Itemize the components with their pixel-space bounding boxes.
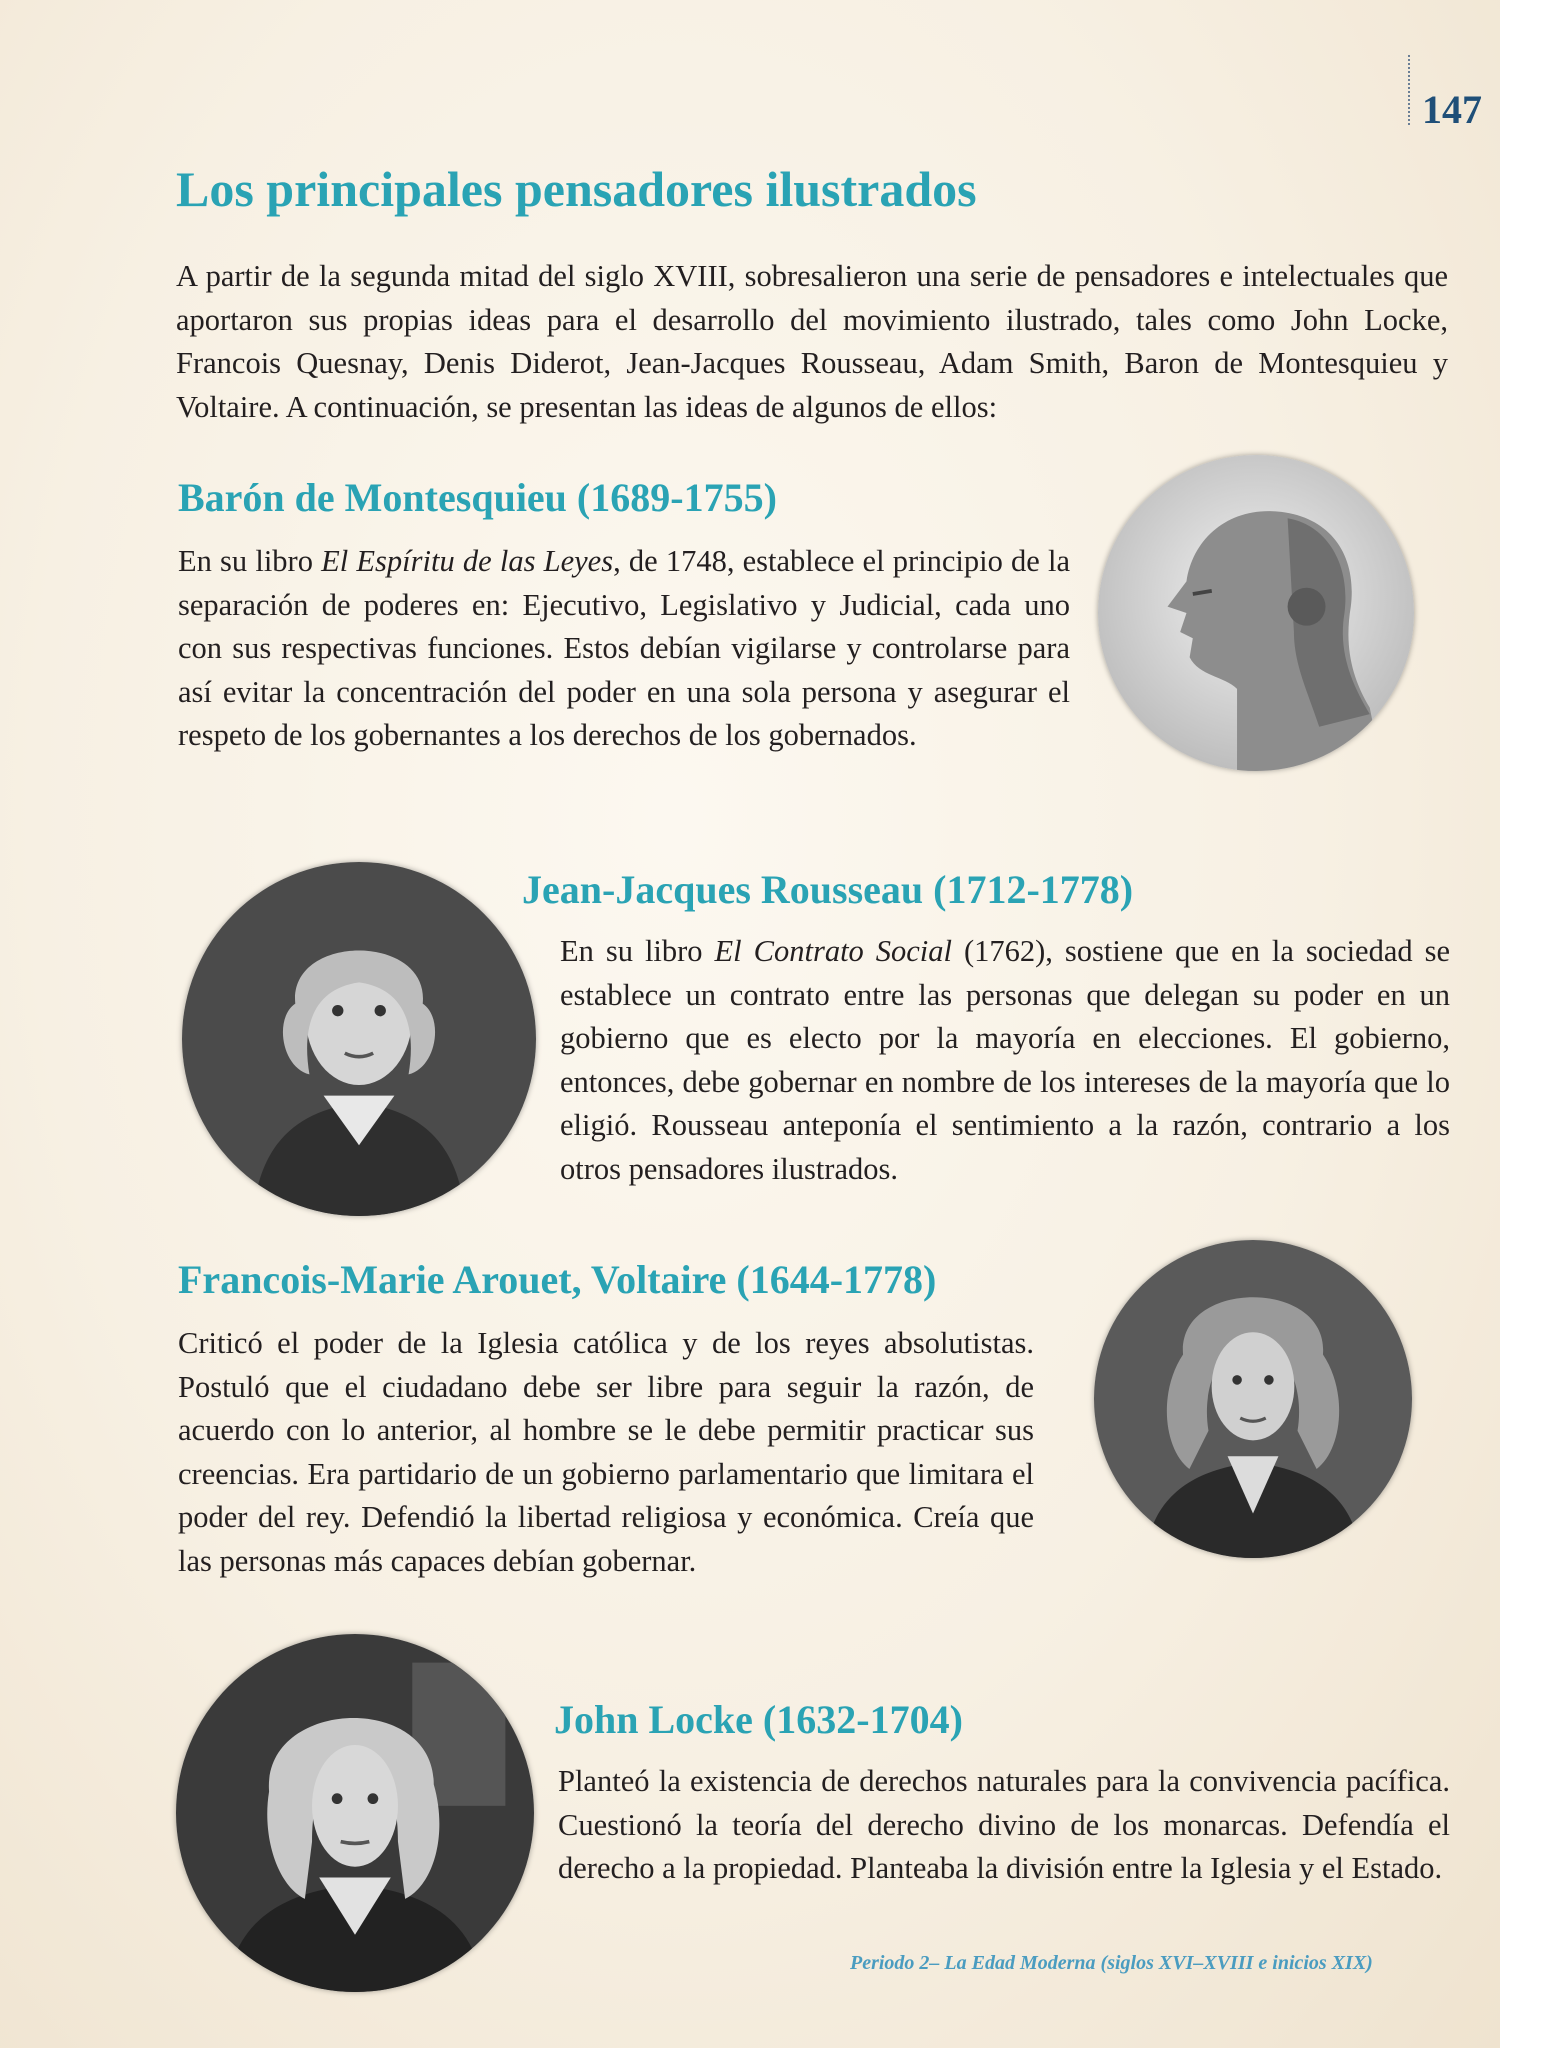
page-title: Los principales pensadores ilustrados	[176, 161, 977, 217]
page-number-divider	[1408, 55, 1410, 125]
voltaire-paragraph: Criticó el poder de la Iglesia católica y de los reyes absolutistas. Postuló que el ciudadano debe ser libre para seguir la razón, de acuerdo con lo anterior, al hombre se le debe permitir practicar sus creencias. Era partidario de un gobierno parlamentario que limitara el poder del rey. Defendió la libertad religiosa y económica. Creía que las personas más capaces debían gobernar.	[178, 1326, 1034, 1578]
rousseau-heading: Jean-Jacques Rousseau (1712-1778)	[522, 867, 1134, 912]
book-title-espiritu-leyes: El Espíritu de las Leyes	[321, 544, 614, 578]
book-title-contrato-social: El Contrato Social	[714, 934, 953, 968]
locke-portrait-icon	[176, 1634, 534, 1992]
locke-paragraph: Planteó la existencia de derechos naturales para la convivencia pacífica. Cuestionó la teoría del derecho divino de los monarcas. Defendía el derecho a la propiedad. Planteaba la división entre la Iglesia y el Estado.	[558, 1764, 1450, 1885]
page-number: 147	[1422, 87, 1482, 132]
rousseau-paragraph: En su libro El Contrato Social (1762), sostiene que en la sociedad se establece un contrato entre las personas que delegan su poder en un gobierno que es electo por la mayoría en elecciones. El gobierno, entonces, debe gobernar en nombre de los intereses de la mayoría que lo eligió. Rousseau anteponía el sentimiento a la razón, contrario a los otros pensadores ilustrados.	[560, 934, 1451, 1186]
rousseau-portrait-icon	[182, 862, 536, 1216]
intro-paragraph: A partir de la segunda mitad del siglo XVIII, sobresalieron una serie de pensadores e intelectuales que aportaron sus propias ideas para el desarrollo del movimiento ilustrado, tales como John Locke, Francois Quesnay, Denis Diderot, Jean-Jacques Rousseau, Adam Smith, Baron de Montesquieu y Voltaire. A continuación, se presentan las ideas de algunos de ellos:	[176, 259, 1448, 424]
montesquieu-heading: Barón de Montesquieu (1689-1755)	[178, 475, 777, 520]
montesquieu-paragraph: En su libro El Espíritu de las Leyes, de 1748, establece el principio de la separación de poderes en: Ejecutivo, Legislativo y Judicial, cada uno con sus respectivas funciones. Estos debían vigilarse y controlarse para así evitar la concentración del poder en una sola persona y asegurar el respeto de los gobernantes a los derechos de los gobernados.	[178, 544, 1070, 752]
voltaire-heading: Francois-Marie Arouet, Voltaire (1644-1778)	[178, 1257, 937, 1302]
montesquieu-portrait-icon	[1098, 455, 1414, 771]
voltaire-portrait-icon	[1094, 1240, 1412, 1558]
page-footer: Periodo 2– La Edad Moderna (siglos XVI–XVIII e inicios XIX)	[850, 1952, 1373, 1974]
locke-heading: John Locke (1632-1704)	[554, 1697, 963, 1742]
